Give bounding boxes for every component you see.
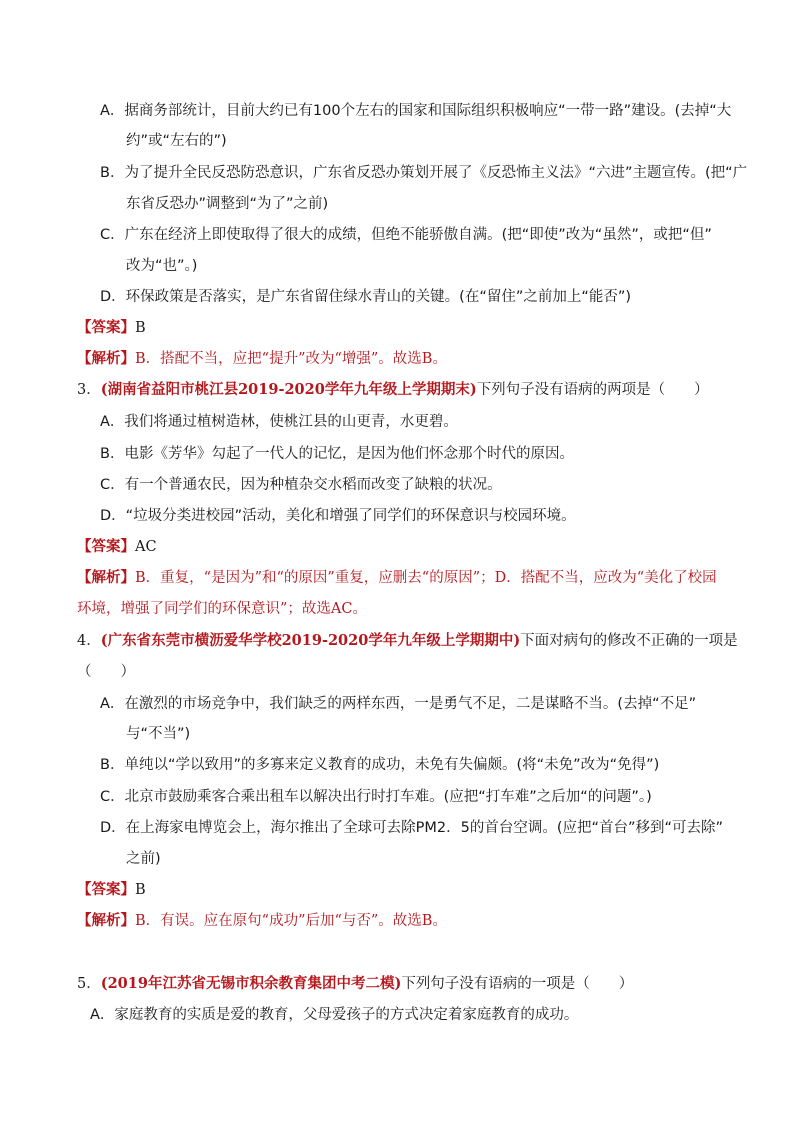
q4-option-a bbox=[100, 689, 740, 719]
q3-option-c-text: C．有一个普通农民，因为种植杂交水稻而改变了缺粮的状况。 bbox=[100, 477, 502, 493]
q4-option-d-line1: D．在上海家电博览会上，海尔推出了全球可去除PM2．5的首台空调。(应把“首台”移到“可去除” bbox=[100, 820, 724, 836]
q2-option-a-line2: 约”或“左右的”) bbox=[126, 133, 227, 149]
answer-value: B bbox=[135, 882, 146, 898]
explanation-label: 【解析】 bbox=[77, 569, 135, 586]
q4-option-c-text: C．北京市鼓励乘客合乘出租车以解决出行时打车难。(应把“打车难”之后加“的问题”。) bbox=[100, 789, 652, 805]
question-source: (湖南省益阳市桃江县2019-2020学年九年级上学期期末) bbox=[100, 381, 477, 398]
q3-option-a bbox=[100, 407, 740, 437]
q2-option-b-line2: 东省反恐办”调整到“为了”之前) bbox=[126, 196, 329, 212]
question-number: 5． bbox=[77, 976, 101, 992]
q4-option-d bbox=[100, 813, 740, 843]
q4-option-d-line2: 之前) bbox=[126, 851, 161, 867]
explanation-text-line2: 环境，增强了同学们的环保意识”；故选AC。 bbox=[77, 601, 367, 617]
explanation-label: 【解析】 bbox=[77, 912, 135, 929]
answer-blank: （ ） bbox=[77, 664, 135, 680]
q4-option-c bbox=[100, 782, 740, 812]
answer-label: 【答案】 bbox=[77, 538, 135, 555]
answer-label: 【答案】 bbox=[77, 881, 135, 898]
q3-explanation-cont bbox=[77, 594, 757, 624]
question-stem: 下列句子没有语病的一项是（ ） bbox=[401, 976, 634, 992]
q2-option-c-line2: 改为“也”。) bbox=[126, 258, 198, 274]
q4-explanation bbox=[77, 906, 757, 936]
q3-explanation bbox=[77, 563, 757, 593]
q4-option-a-cont bbox=[126, 719, 746, 749]
explanation-text-line1: B．重复，“是因为”和“的原因”重复，应删去“的原因”；D．搭配不当，应改为“美化了校园 bbox=[135, 570, 717, 586]
q2-option-c-cont bbox=[126, 251, 746, 281]
q2-option-a-line1: A．据商务部统计，目前大约已有100个左右的国家和国际组织积极响应“一带一路”建设。(去掉“大 bbox=[100, 103, 732, 119]
q3-stem bbox=[77, 375, 757, 405]
q4-option-d-cont bbox=[126, 844, 746, 874]
question-stem: 下面对病句的修改不正确的一项是 bbox=[520, 633, 738, 649]
q3-answer bbox=[77, 532, 757, 562]
q4-stem bbox=[77, 626, 757, 656]
question-source: (2019年江苏省无锡市积余教育集团中考二模) bbox=[100, 975, 402, 992]
question-number: 4． bbox=[77, 633, 101, 649]
q4-answer bbox=[77, 875, 757, 905]
explanation-text: B．搭配不当，应把“提升”改为“增强”。故选B。 bbox=[135, 351, 447, 367]
q3-option-b-text: B．电影《芳华》勾起了一代人的记忆，是因为他们怀念那个时代的原因。 bbox=[100, 446, 574, 462]
q2-option-c-line1: C．广东在经济上即使取得了很大的成绩，但绝不能骄傲自满。(把“即使”改为“虽然”，或把“但” bbox=[100, 227, 712, 243]
q2-option-d bbox=[100, 282, 740, 312]
answer-value: B bbox=[135, 320, 146, 336]
q3-option-d-text: D．“垃圾分类进校园”活动，美化和增强了同学们的环保意识与校园环境。 bbox=[100, 508, 576, 524]
q2-option-b-line1: B．为了提升全民反恐防恐意识，广东省反恐办策划开展了《反恐怖主义法》“六进”主题宣传。(把“广 bbox=[100, 165, 748, 181]
q2-option-c bbox=[100, 220, 740, 250]
q5-option-a bbox=[90, 1000, 730, 1030]
question-number: 3． bbox=[77, 382, 101, 398]
q4-option-b bbox=[100, 750, 740, 780]
answer-label: 【答案】 bbox=[77, 319, 135, 336]
q2-explanation bbox=[77, 344, 757, 374]
explanation-text: B．有误。应在原句“成功”后加“与否”。故选B。 bbox=[135, 913, 447, 929]
answer-value: AC bbox=[135, 539, 157, 555]
q2-option-a bbox=[100, 96, 740, 126]
question-stem: 下列句子没有语病的两项是（ ） bbox=[476, 382, 709, 398]
q4-option-a-line1: A．在激烈的市场竞争中，我们缺乏的两样东西，一是勇气不足，二是谋略不当。(去掉“不足” bbox=[100, 696, 697, 712]
explanation-label: 【解析】 bbox=[77, 350, 135, 367]
q4-option-a-line2: 与“不当”) bbox=[126, 726, 191, 742]
q3-option-b bbox=[100, 439, 740, 469]
q2-option-a-cont bbox=[126, 126, 746, 156]
q2-option-b-cont bbox=[126, 189, 746, 219]
q3-option-d bbox=[100, 501, 740, 531]
q4-stem-blank bbox=[77, 657, 757, 687]
q2-answer bbox=[77, 313, 757, 343]
q5-stem bbox=[77, 969, 757, 999]
q2-option-d-text: D．环保政策是否落实，是广东省留住绿水青山的关键。(在“留住”之前加上“能否”) bbox=[100, 289, 632, 305]
q3-option-a-text: A．我们将通过植树造林，使桃江县的山更青，水更碧。 bbox=[100, 414, 458, 430]
q5-option-a-text: A．家庭教育的实质是爱的教育，父母爱孩子的方式决定着家庭教育的成功。 bbox=[90, 1007, 579, 1023]
q4-option-b-text: B．单纯以“学以致用”的多寡来定义教育的成功，未免有失偏颇。(将“未免”改为“免得”) bbox=[100, 757, 660, 773]
q2-option-b bbox=[100, 158, 748, 188]
q3-option-c bbox=[100, 470, 740, 500]
question-source: (广东省东莞市横沥爱华学校2019-2020学年九年级上学期期中) bbox=[100, 632, 521, 649]
